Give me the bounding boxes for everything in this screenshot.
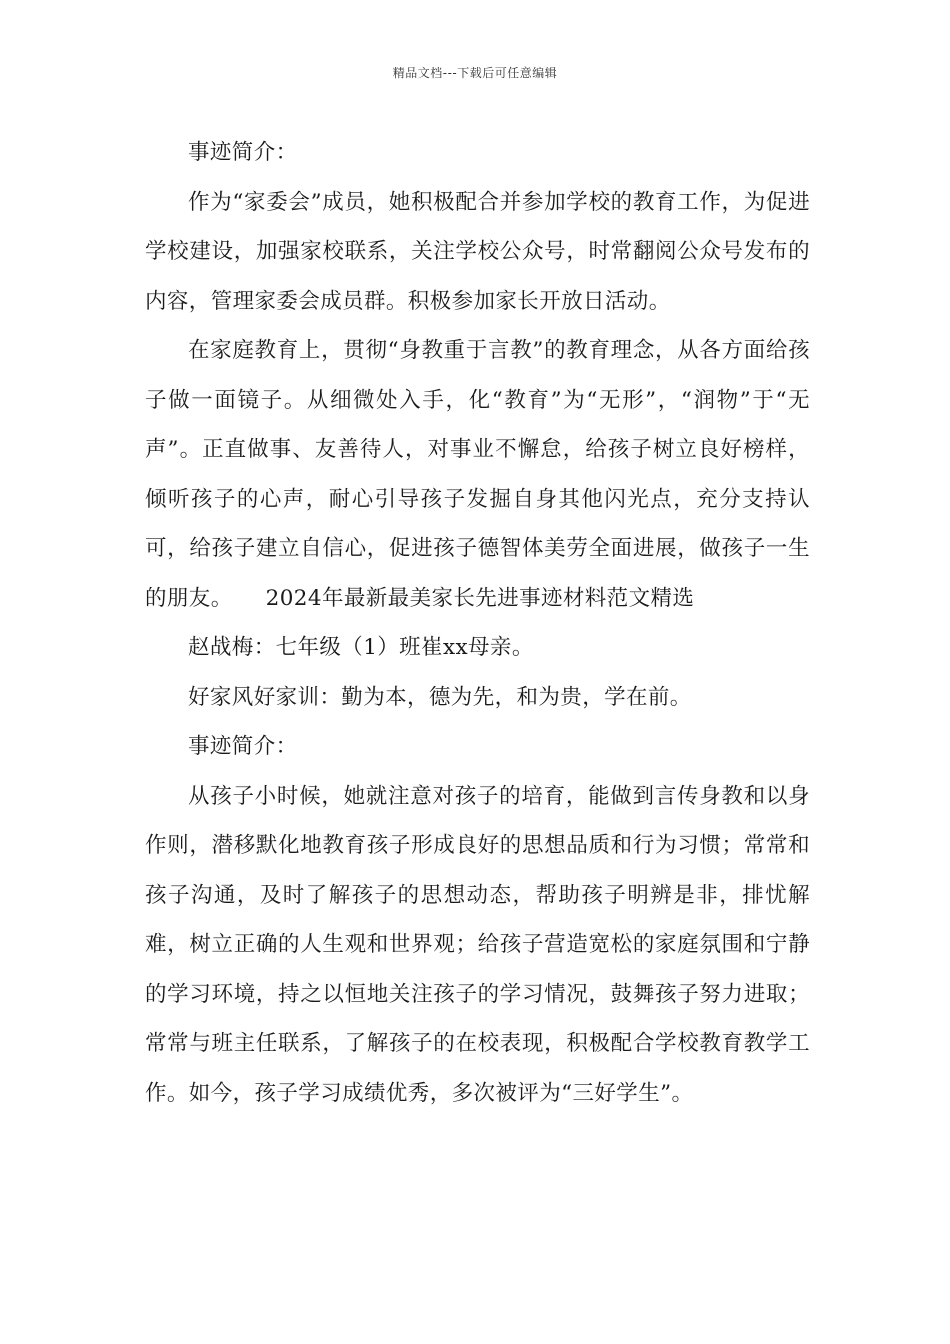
section-heading-intro-2: 事迹简介：	[188, 734, 298, 759]
family-motto-line: 好家风好家训：勤为本，德为先，和为贵，学在前。	[188, 684, 692, 710]
person-name-line: 赵战梅：七年级（1）班崔xx母亲。	[188, 635, 534, 660]
paragraph-family-education: 在家庭教育上，贯彻“身教重于言教”的教育理念，从各方面给孩子做一面镜子。从细微处入手，化“教育”为“无形”，“润物”于“无声”。正直做事、友善待人，对事业不懈怠，给孩子树立良好榜样，倾听孩子的心声，耐心引导孩子发掘自身其他闪光点，充分支持认可，给孩子建立自信心，促进孩子德智体美劳全面进展，做孩子一生的朋友。 2024年最新最美家长先进事迹材料范文精选	[145, 338, 810, 611]
paragraph-family-committee: 作为“家委会”成员，她积极配合并参加学校的教育工作，为促进学校建设，加强家校联系，关注学校公众号，时常翻阅公众号发布的内容，管理家委会成员群。积极参加家长开放日活动。	[145, 189, 810, 314]
paragraph-child-upbringing: 从孩子小时候，她就注意对孩子的培育，能做到言传身教和以身作则，潜移默化地教育孩子形成良好的思想品质和行为习惯；常常和孩子沟通，及时了解孩子的思想动态，帮助孩子明辨是非，排忧解难，树立正确的人生观和世界观；给孩子营造宽松的家庭氛围和宁静的学习环境，持之以恒地关注孩子的学习情况，鼓舞孩子努力进取；常常与班主任联系，了解孩子的在校表现，积极配合学校教育教学工作。如今，孩子学习成绩优秀，多次被评为“三好学生”。	[145, 783, 810, 1106]
document-body	[145, 128, 810, 1118]
section-heading-intro: 事迹简介：	[188, 140, 298, 165]
page-header: 精品文档---下载后可任意编辑	[392, 66, 558, 80]
